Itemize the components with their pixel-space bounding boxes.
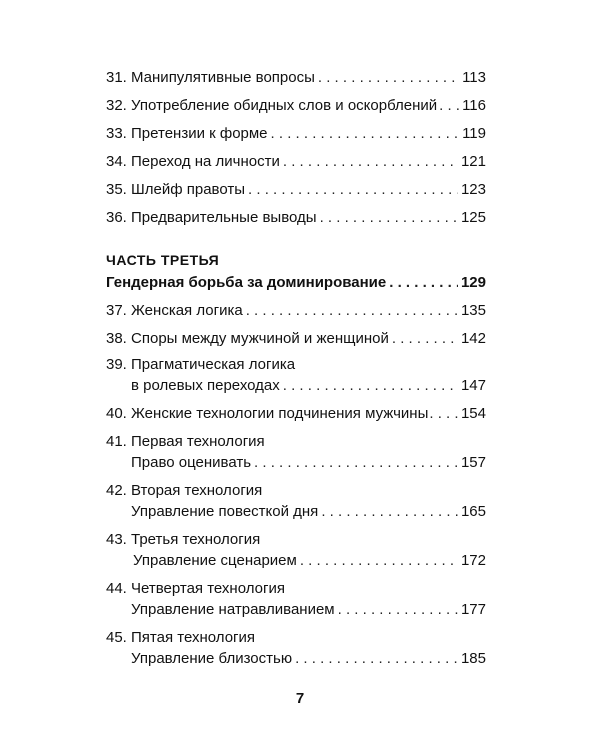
toc-entry-page: 177 xyxy=(460,601,486,618)
dot-leader xyxy=(389,273,458,292)
part-title: Гендерная борьба за доминирование xyxy=(106,274,387,291)
toc-entry-title: 32. Употребление обидных слов и оскорблений xyxy=(106,97,438,114)
toc-entry-40 xyxy=(106,404,486,423)
toc-entry-title: 38. Споры между мужчиной и женщиной xyxy=(106,330,389,347)
dot-leader xyxy=(271,124,460,143)
toc-entry-title: Управление натравливанием xyxy=(131,601,335,618)
dot-leader xyxy=(254,453,458,472)
toc-entry-page: 165 xyxy=(460,503,486,520)
toc-entry-35 xyxy=(106,180,486,199)
toc-entry-title: Право оценивать xyxy=(131,454,252,471)
toc-entry-title: Управление близостью xyxy=(131,650,293,667)
dot-leader xyxy=(321,502,458,521)
toc-entry-37 xyxy=(106,301,486,320)
toc-entry-43-line1: 43. Третья технология xyxy=(106,531,261,548)
dot-leader xyxy=(439,96,460,115)
page-number: 7 xyxy=(295,690,305,707)
toc-entry-page: 157 xyxy=(460,454,486,471)
toc-entry-page: 154 xyxy=(460,405,486,422)
toc-entry-33 xyxy=(106,124,486,143)
toc-entry-41-line1: 41. Первая технология xyxy=(106,433,265,450)
toc-entry-39-line1: 39. Прагматическая логика xyxy=(106,356,296,373)
toc-entry-title: 34. Переход на личности xyxy=(106,153,280,170)
toc-entry-44 xyxy=(106,600,486,619)
toc-entry-45-line1: 45. Пятая технология xyxy=(106,629,256,646)
toc-entry-page: 116 xyxy=(462,97,486,114)
part-title-page: 129 xyxy=(460,274,486,291)
toc-entry-title: 35. Шлейф правоты xyxy=(106,181,246,198)
toc-entry-title: Управление сценарием xyxy=(133,552,297,569)
dot-leader xyxy=(338,600,458,619)
toc-entry-page: 121 xyxy=(460,153,486,170)
part-heading: ЧАСТЬ ТРЕТЬЯ xyxy=(106,252,220,268)
toc-entry-45 xyxy=(106,649,486,668)
toc-entry-43 xyxy=(106,551,486,570)
toc-entry-page: 172 xyxy=(460,552,486,569)
toc-entry-page: 123 xyxy=(460,181,486,198)
toc-entry-page: 135 xyxy=(460,302,486,319)
dot-leader xyxy=(283,376,458,395)
toc-entry-title: 37. Женская логика xyxy=(106,302,243,319)
toc-entry-title: 31. Манипулятивные вопросы xyxy=(106,69,315,86)
dot-leader xyxy=(300,551,458,570)
dot-leader xyxy=(318,68,459,87)
toc-entry-44-line1: 44. Четвертая технология xyxy=(106,580,285,597)
toc-entry-page: 185 xyxy=(460,650,486,667)
dot-leader xyxy=(283,152,458,171)
part-title-entry xyxy=(106,273,486,292)
toc-entry-41 xyxy=(106,453,486,472)
toc-entry-page: 142 xyxy=(460,330,486,347)
toc-entry-title: в ролевых переходах xyxy=(131,377,280,394)
toc-entry-34 xyxy=(106,152,486,171)
toc-entry-39 xyxy=(106,376,486,395)
toc-entry-title: Управление повесткой дня xyxy=(131,503,319,520)
toc-entry-36 xyxy=(106,208,486,227)
toc-entry-page: 119 xyxy=(462,125,486,142)
toc-entry-title: 40. Женские технологии подчинения мужчины xyxy=(106,405,429,422)
toc-entry-title: 33. Претензии к форме xyxy=(106,125,268,142)
toc-entry-32 xyxy=(106,96,486,115)
dot-leader xyxy=(246,301,458,320)
toc-entry-38 xyxy=(106,329,486,348)
toc-entry-42 xyxy=(106,502,486,521)
toc-entry-page: 125 xyxy=(460,209,486,226)
toc-entry-31 xyxy=(106,68,486,87)
dot-leader xyxy=(392,329,458,348)
toc-entry-page: 113 xyxy=(462,69,486,86)
dot-leader xyxy=(248,180,458,199)
dot-leader xyxy=(429,404,460,423)
toc-entry-42-line1: 42. Вторая технология xyxy=(106,482,263,499)
toc-entry-page: 147 xyxy=(460,377,486,394)
dot-leader xyxy=(295,649,458,668)
dot-leader xyxy=(320,208,458,227)
toc-entry-title: 36. Предварительные выводы xyxy=(106,209,317,226)
